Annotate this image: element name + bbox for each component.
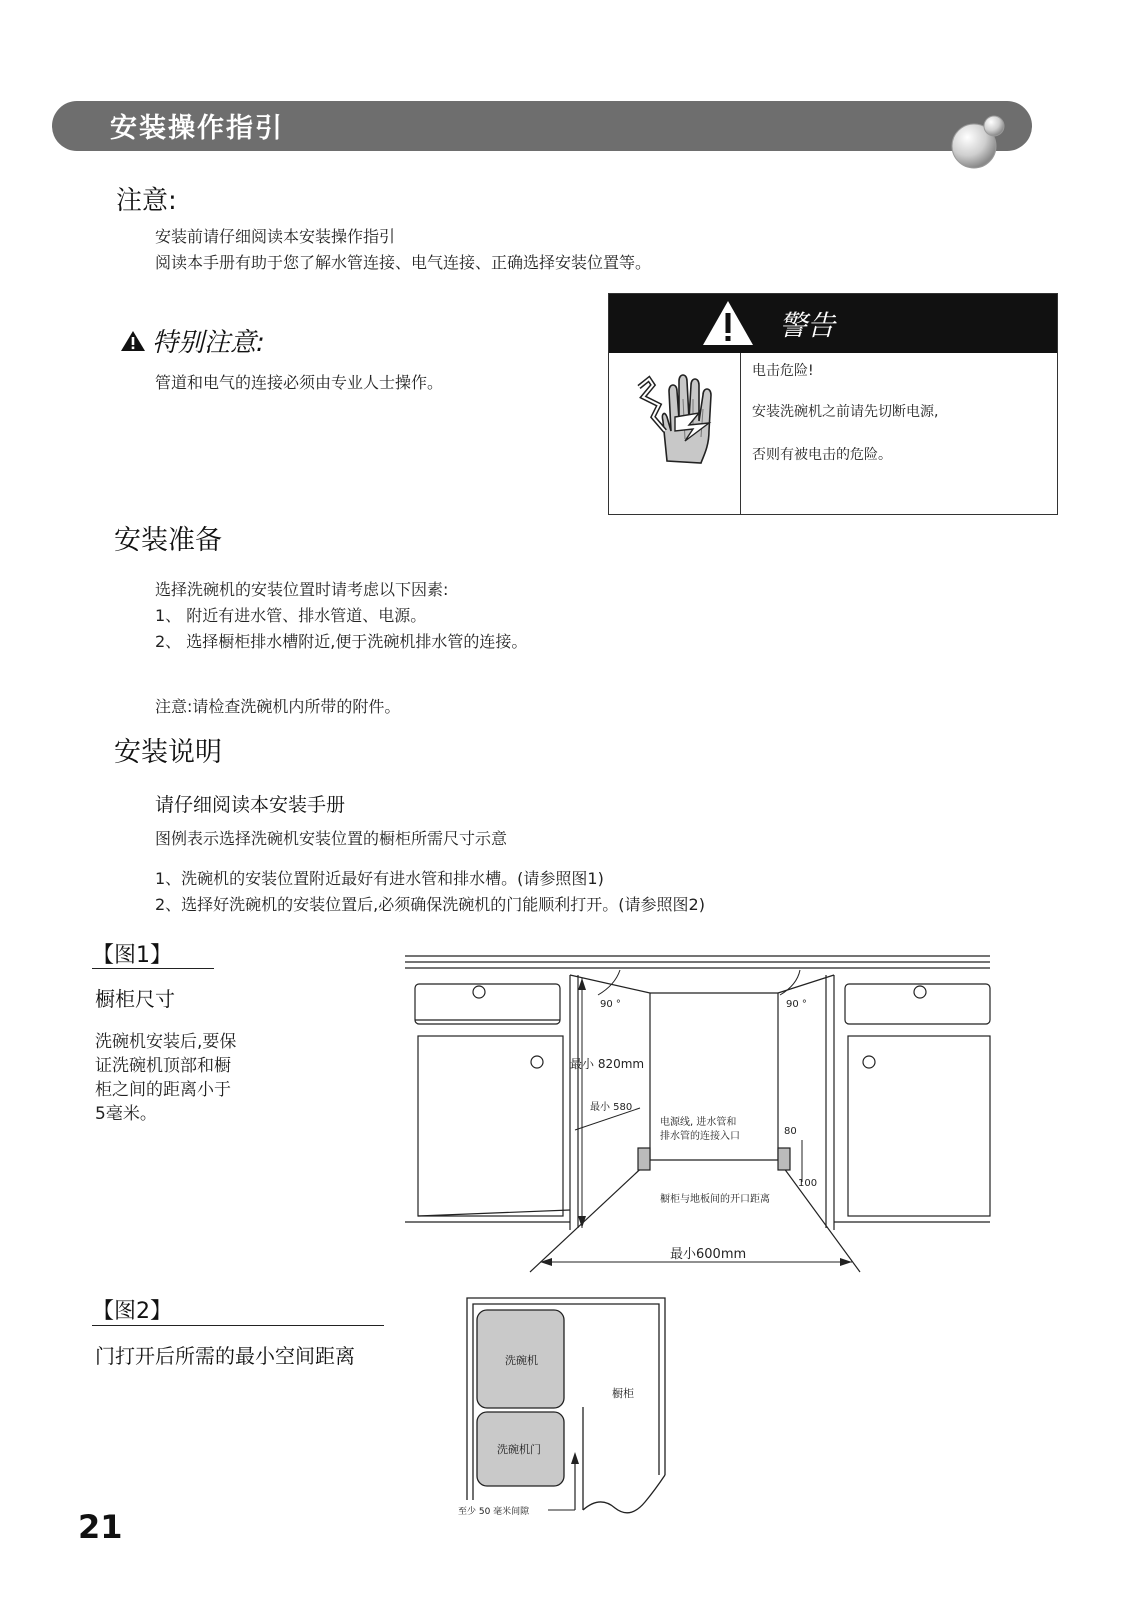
warning-line: 否则有被电击的危险。 <box>752 447 892 463</box>
depth-label: 最小 580 <box>590 1102 633 1113</box>
fig1-underline <box>92 968 214 969</box>
dim100-label: 100 <box>798 1178 818 1189</box>
inlet-label-2: 排水管的连接入口 <box>660 1131 740 1142</box>
fig2-title: 门打开后所需的最小空间距离 <box>95 1344 355 1368</box>
notice-heading: 注意: <box>116 186 177 216</box>
warning-line: 电击危险! <box>752 363 814 379</box>
gap-label: 橱柜与地板间的开口距离 <box>660 1194 770 1205</box>
prep-intro: 选择洗碗机的安装位置时请考虑以下因素: <box>155 580 449 599</box>
instructions-sub: 请仔细阅读本安装手册 <box>155 794 346 816</box>
prep-note: 注意:请检查洗碗机内所带的附件。 <box>155 697 401 716</box>
fig1-desc-line: 5毫米。 <box>95 1104 157 1124</box>
prep-item: 2、 选择橱柜排水槽附近,便于洗碗机排水管的连接。 <box>155 632 528 651</box>
fig1-title: 橱柜尺寸 <box>95 987 175 1011</box>
cabinet-label: 橱柜 <box>612 1387 634 1400</box>
warning-box <box>608 293 1058 515</box>
prep-text <box>155 577 527 655</box>
instructions-item: 1、洗碗机的安装位置附近最好有进水管和排水槽。(请参照图1) <box>155 869 604 888</box>
height-label: 最小 820mm <box>570 1057 645 1071</box>
fig2-underline <box>92 1325 384 1326</box>
warning-title: 警告 <box>779 309 836 342</box>
notice-line: 安装前请仔细阅读本安装操作指引 <box>155 227 396 246</box>
fig1-desc-line: 证洗碗机顶部和橱 <box>95 1056 231 1076</box>
warning-triangle-icon <box>120 330 146 352</box>
prep-heading: 安装准备 <box>114 525 222 556</box>
clearance-label: 至少 50 毫米间隙 <box>458 1507 530 1517</box>
door-clearance-diagram <box>455 1295 675 1525</box>
page-title: 安装操作指引 <box>110 113 284 144</box>
instructions-list <box>155 866 705 918</box>
angle-left-label: 90 ° <box>600 999 621 1010</box>
cabinet-dimensions-diagram <box>395 950 995 1275</box>
instructions-item: 2、选择好洗碗机的安装位置后,必须确保洗碗机的门能顺利打开。(请参照图2) <box>155 895 705 914</box>
special-heading: 特别注意: <box>152 328 265 358</box>
special-text: 管道和电气的连接必须由专业人士操作。 <box>155 373 444 392</box>
warning-line: 安装洗碗机之前请先切断电源, <box>752 404 939 420</box>
notice-line: 阅读本手册有助于您了解水管连接、电气连接、正确选择安装位置等。 <box>155 253 652 272</box>
warning-header <box>609 294 1057 353</box>
instructions-desc: 图例表示选择洗碗机安装位置的橱柜所需尺寸示意 <box>155 829 508 848</box>
instructions-heading: 安装说明 <box>114 737 222 768</box>
fig1-label: 【图1】 <box>92 943 172 968</box>
bubble-icon <box>950 112 1010 172</box>
fig1-desc-line: 柜之间的距离小于 <box>95 1080 231 1100</box>
warning-divider <box>740 353 741 515</box>
fig2-label: 【图2】 <box>92 1299 172 1324</box>
door-label: 洗碗机门 <box>497 1443 541 1456</box>
prep-item: 1、 附近有进水管、排水管道、电源。 <box>155 606 427 625</box>
fig1-desc-line: 洗碗机安装后,要保 <box>95 1032 237 1052</box>
angle-right-label: 90 ° <box>786 999 807 1010</box>
dishwasher-label: 洗碗机 <box>505 1354 538 1367</box>
page-number: 21 <box>78 1508 123 1546</box>
inlet-label-1: 电源线, 进水管和 <box>660 1117 737 1128</box>
warning-triangle-icon <box>701 299 755 347</box>
width-label: 最小600mm <box>670 1247 747 1262</box>
fig1-desc <box>95 1030 236 1126</box>
notice-text <box>155 224 651 276</box>
electric-shock-hand-icon <box>619 369 734 469</box>
dim80-label: 80 <box>784 1126 797 1137</box>
